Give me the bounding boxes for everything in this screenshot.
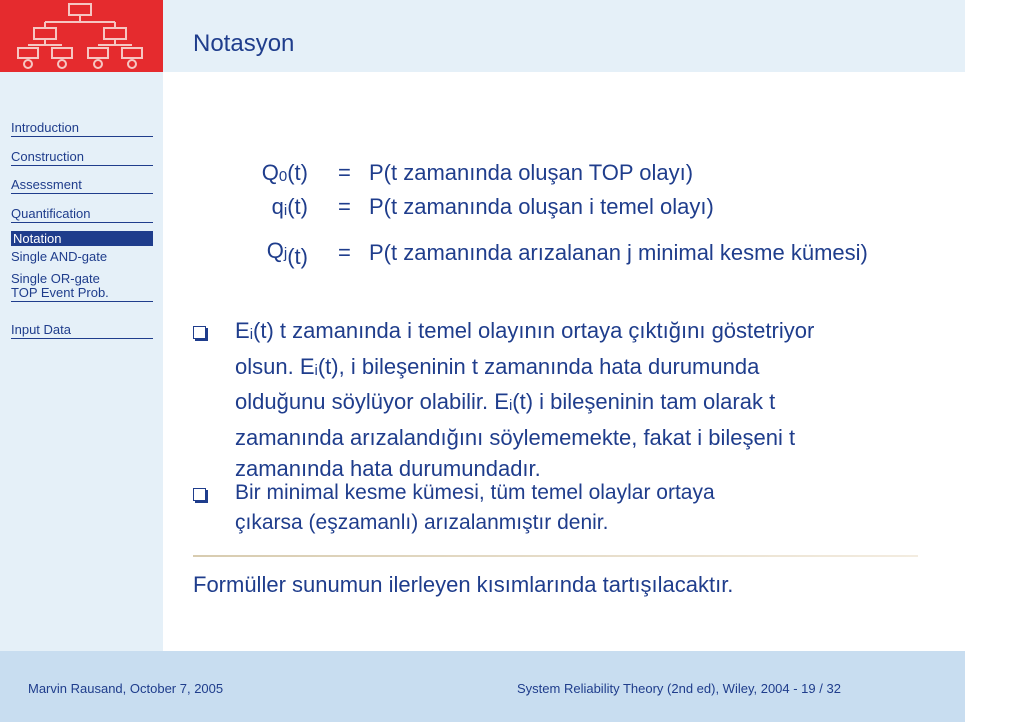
formula-symbol: Q — [261, 160, 279, 185]
sidebar — [0, 72, 163, 651]
fault-tree-logo-icon — [0, 0, 163, 72]
bullet-line — [235, 315, 955, 351]
text-run: E — [235, 318, 250, 343]
sidebar-item-construction[interactable]: Construction — [11, 149, 153, 166]
sidebar-item-single-or-gate[interactable]: Single OR-gate — [11, 271, 100, 286]
sidebar-item-single-and-gate[interactable]: Single AND-gate — [11, 249, 108, 264]
text-run: olduğunu söylüyor olabilir. E — [235, 389, 509, 414]
formula-arg: (t) — [287, 160, 308, 185]
subscript: i — [249, 326, 254, 343]
formula-symbol: Q — [266, 238, 284, 263]
checkbox-bullet-icon — [193, 326, 206, 339]
checkbox-bullet-icon — [193, 488, 206, 501]
text-run: zamanında hata durumundadır. — [235, 456, 541, 481]
text-run: zamanında arızalandığını söylememekte, fakat i bileşeni t — [235, 424, 796, 450]
page-title: Notasyon — [193, 30, 295, 57]
separator-line — [193, 555, 918, 557]
sidebar-item-input-data[interactable]: Input Data — [11, 322, 153, 339]
footer-citation: System Reliability Theory (2nd ed), Wiley, 2004 - 19 / 32 — [517, 681, 841, 696]
bullet-line — [235, 422, 955, 454]
formula-index: 0 — [278, 168, 288, 185]
text-run: (t) i bileşeninin tam olarak t — [512, 389, 776, 414]
subscript: i — [508, 397, 513, 414]
formula-eq-qi: = — [338, 194, 351, 219]
sidebar-item-quantification[interactable]: Quantification — [11, 206, 153, 223]
text-run: (t), i bileşeninin t zamanında hata durumunda — [317, 353, 760, 379]
formula-arg: (t) — [287, 194, 308, 219]
formula-eq-q0: = — [338, 160, 351, 185]
footer-author: Marvin Rausand, October 7, 2005 — [28, 681, 224, 696]
sidebar-item-assessment[interactable]: Assessment — [11, 177, 153, 194]
subscript: i — [314, 361, 318, 379]
conclusion-text: Formüller sunumun ilerleyen kısımlarında tartışılacaktır. — [193, 572, 734, 597]
formula-def-q0: P(t zamanında oluşan TOP olayı) — [369, 160, 694, 185]
bullet-text — [235, 315, 955, 485]
formula-symbol: q — [271, 194, 284, 219]
formula-def-qi: P(t zamanında oluşan i temel olayı) — [369, 194, 714, 219]
bullet-line: çıkarsa (eşzamanlı) arızalanmıştır denir. — [235, 511, 609, 534]
formula-eq-qj: = — [338, 240, 351, 265]
formula-arg: (t) — [287, 244, 308, 269]
bullet-line: Bir minimal kesme kümesi, tüm temel olaylar ortaya — [235, 481, 715, 504]
text-run: olsun. E — [235, 353, 315, 379]
sidebar-item-introduction[interactable]: Introduction — [11, 120, 153, 137]
formula-def-qj: P(t zamanında arızalanan j minimal kesme kümesi) — [369, 240, 868, 265]
bullet-line — [235, 351, 955, 387]
footer — [0, 651, 965, 722]
sidebar-item-notation[interactable]: Notation — [11, 231, 153, 246]
bullet-line — [235, 386, 955, 422]
bullet-text — [235, 478, 935, 538]
text-run: (t) t zamanında i temel olayının ortaya çıktığını göstetriyor — [253, 318, 815, 343]
formula-index: i — [283, 202, 288, 219]
formula-index: j — [283, 245, 288, 262]
sidebar-item-top-event-prob[interactable]: TOP Event Prob. — [11, 285, 153, 302]
